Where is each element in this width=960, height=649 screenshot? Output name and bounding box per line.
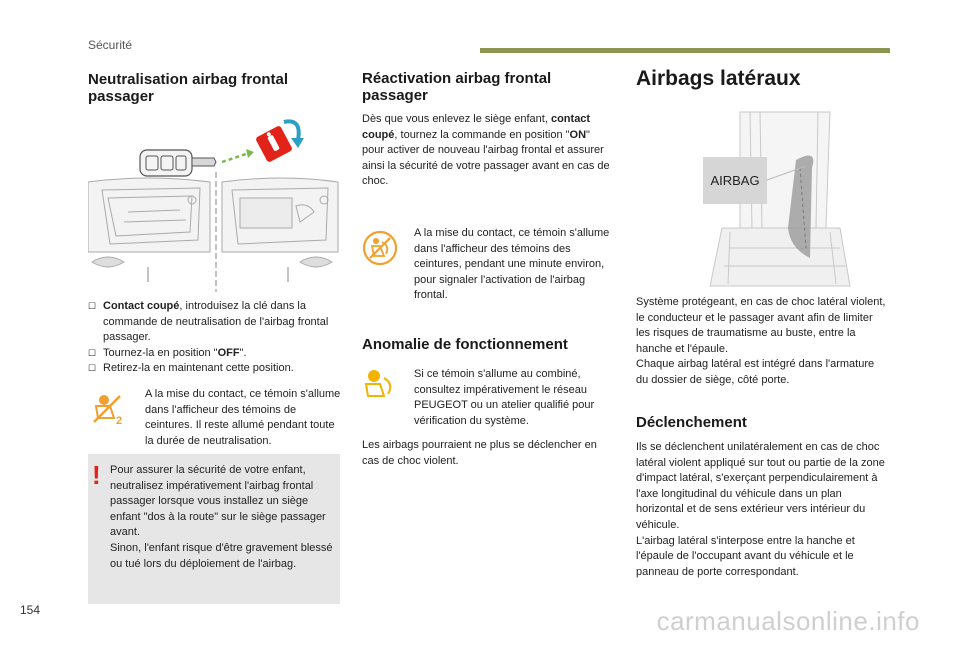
col1-note: A la mise du contact, ce témoin s'allume dans l'afficheur des témoins de ceintures. Il reste allumé pendant toute la durée de neutralisation. [145,388,341,447]
watermark: carmanualsonline.info [656,606,920,636]
col1-title: Neutralisation airbag frontal passager [88,71,289,105]
col3-desc: Système protégeant, en cas de choc latéral violent, le conducteur et le passager avant afin de limiter les risques de traumatisme au buste, entre la hanche et l'épaule. Chaque airbag latéral est intégré dans l'armature du dossier de siège, côté porte. [636,296,886,386]
glovebox-left-icon [88,178,210,282]
airbag-switch-icon [255,125,293,163]
anomaly-note: Si ce témoin s'allume au combiné, consultez impérativement le réseau PEUGEOT ou un atelier qualifié pour vérification du système. [414,368,595,427]
glovebox-illustration [88,112,340,292]
col1-bullets [88,299,340,377]
col2-note: A la mise du contact, ce témoin s'allume dans l'afficheur des témoins des ceintures, pendant une minute environ, pour signaler l'activation de l'airbag frontal. [414,227,610,302]
col2-intro: Dès que vous enlevez le siège enfant, contact coupé, tournez la commande en position "ON" pour activer de nouveau l'airbag frontal et assurer ainsi la sécurité de votre passager avant en cas de choc. [362,113,610,188]
warning-text: Pour assurer la sécurité de votre enfant, neutralisez impérativement l'airbag frontal passager lorsque vous installez un siège enfant "dos à la route" sur le siège passager avant. Sinon, l'enfant risque d'être gravement blessé ou tué lors du déploiement de l'airbag. [110,464,333,570]
trigger-title: Déclenchement [636,414,747,431]
page-number: 154 [20,603,41,617]
bullet-marker: ☐ [88,301,97,311]
bullet-item: ☐ Contact coupé, introduisez la clé dans la commande de neutralisation de l'airbag frontal passager. [88,300,329,344]
glovebox-right-icon [222,178,338,282]
side-airbag-illustration [700,108,880,288]
airbag-on-icon [362,230,398,266]
svg-text:2: 2 [116,415,123,426]
key-icon [140,150,216,176]
bullet-marker: ☐ [88,363,97,374]
bullet-item: ☐ Retirez-la en maintenant cette position. [88,361,340,377]
glovebox-drawing [88,112,340,292]
warning-icon: ! [92,460,101,490]
trigger-text: Ils se déclenchent unilatéralement en cas de choc latéral violent appliqué sur tout ou partie de la zone d'impact latéral, s'exerçant perpendiculairement à l'axe longitudinal du véhicule dans un plan horizontal et de sens extérieur vers intérieur du véhicule. L'airbag latéral s'interpose entre la hanche et l'épaule de l'occupant avant du véhicule et le panneau de porte correspondant. [636,441,885,578]
anomaly-title: Anomalie de fonctionnement [362,336,568,353]
col3-title: Airbags latéraux [636,67,801,90]
header-rule [480,48,890,53]
section-label: Sécurité [88,38,133,52]
passenger-airbag-off-icon [90,392,126,426]
bullet-marker: ☐ [88,347,97,358]
airbag-fault-icon [362,368,396,400]
airbag-label: AIRBAG [703,157,767,204]
col2-title: Réactivation airbag frontal passager [362,70,552,104]
anomaly-after: Les airbags pourraient ne plus se déclencher en cas de choc violent. [362,439,597,467]
bullet-item: ☐ Tournez-la en position "OFF". [88,346,340,362]
